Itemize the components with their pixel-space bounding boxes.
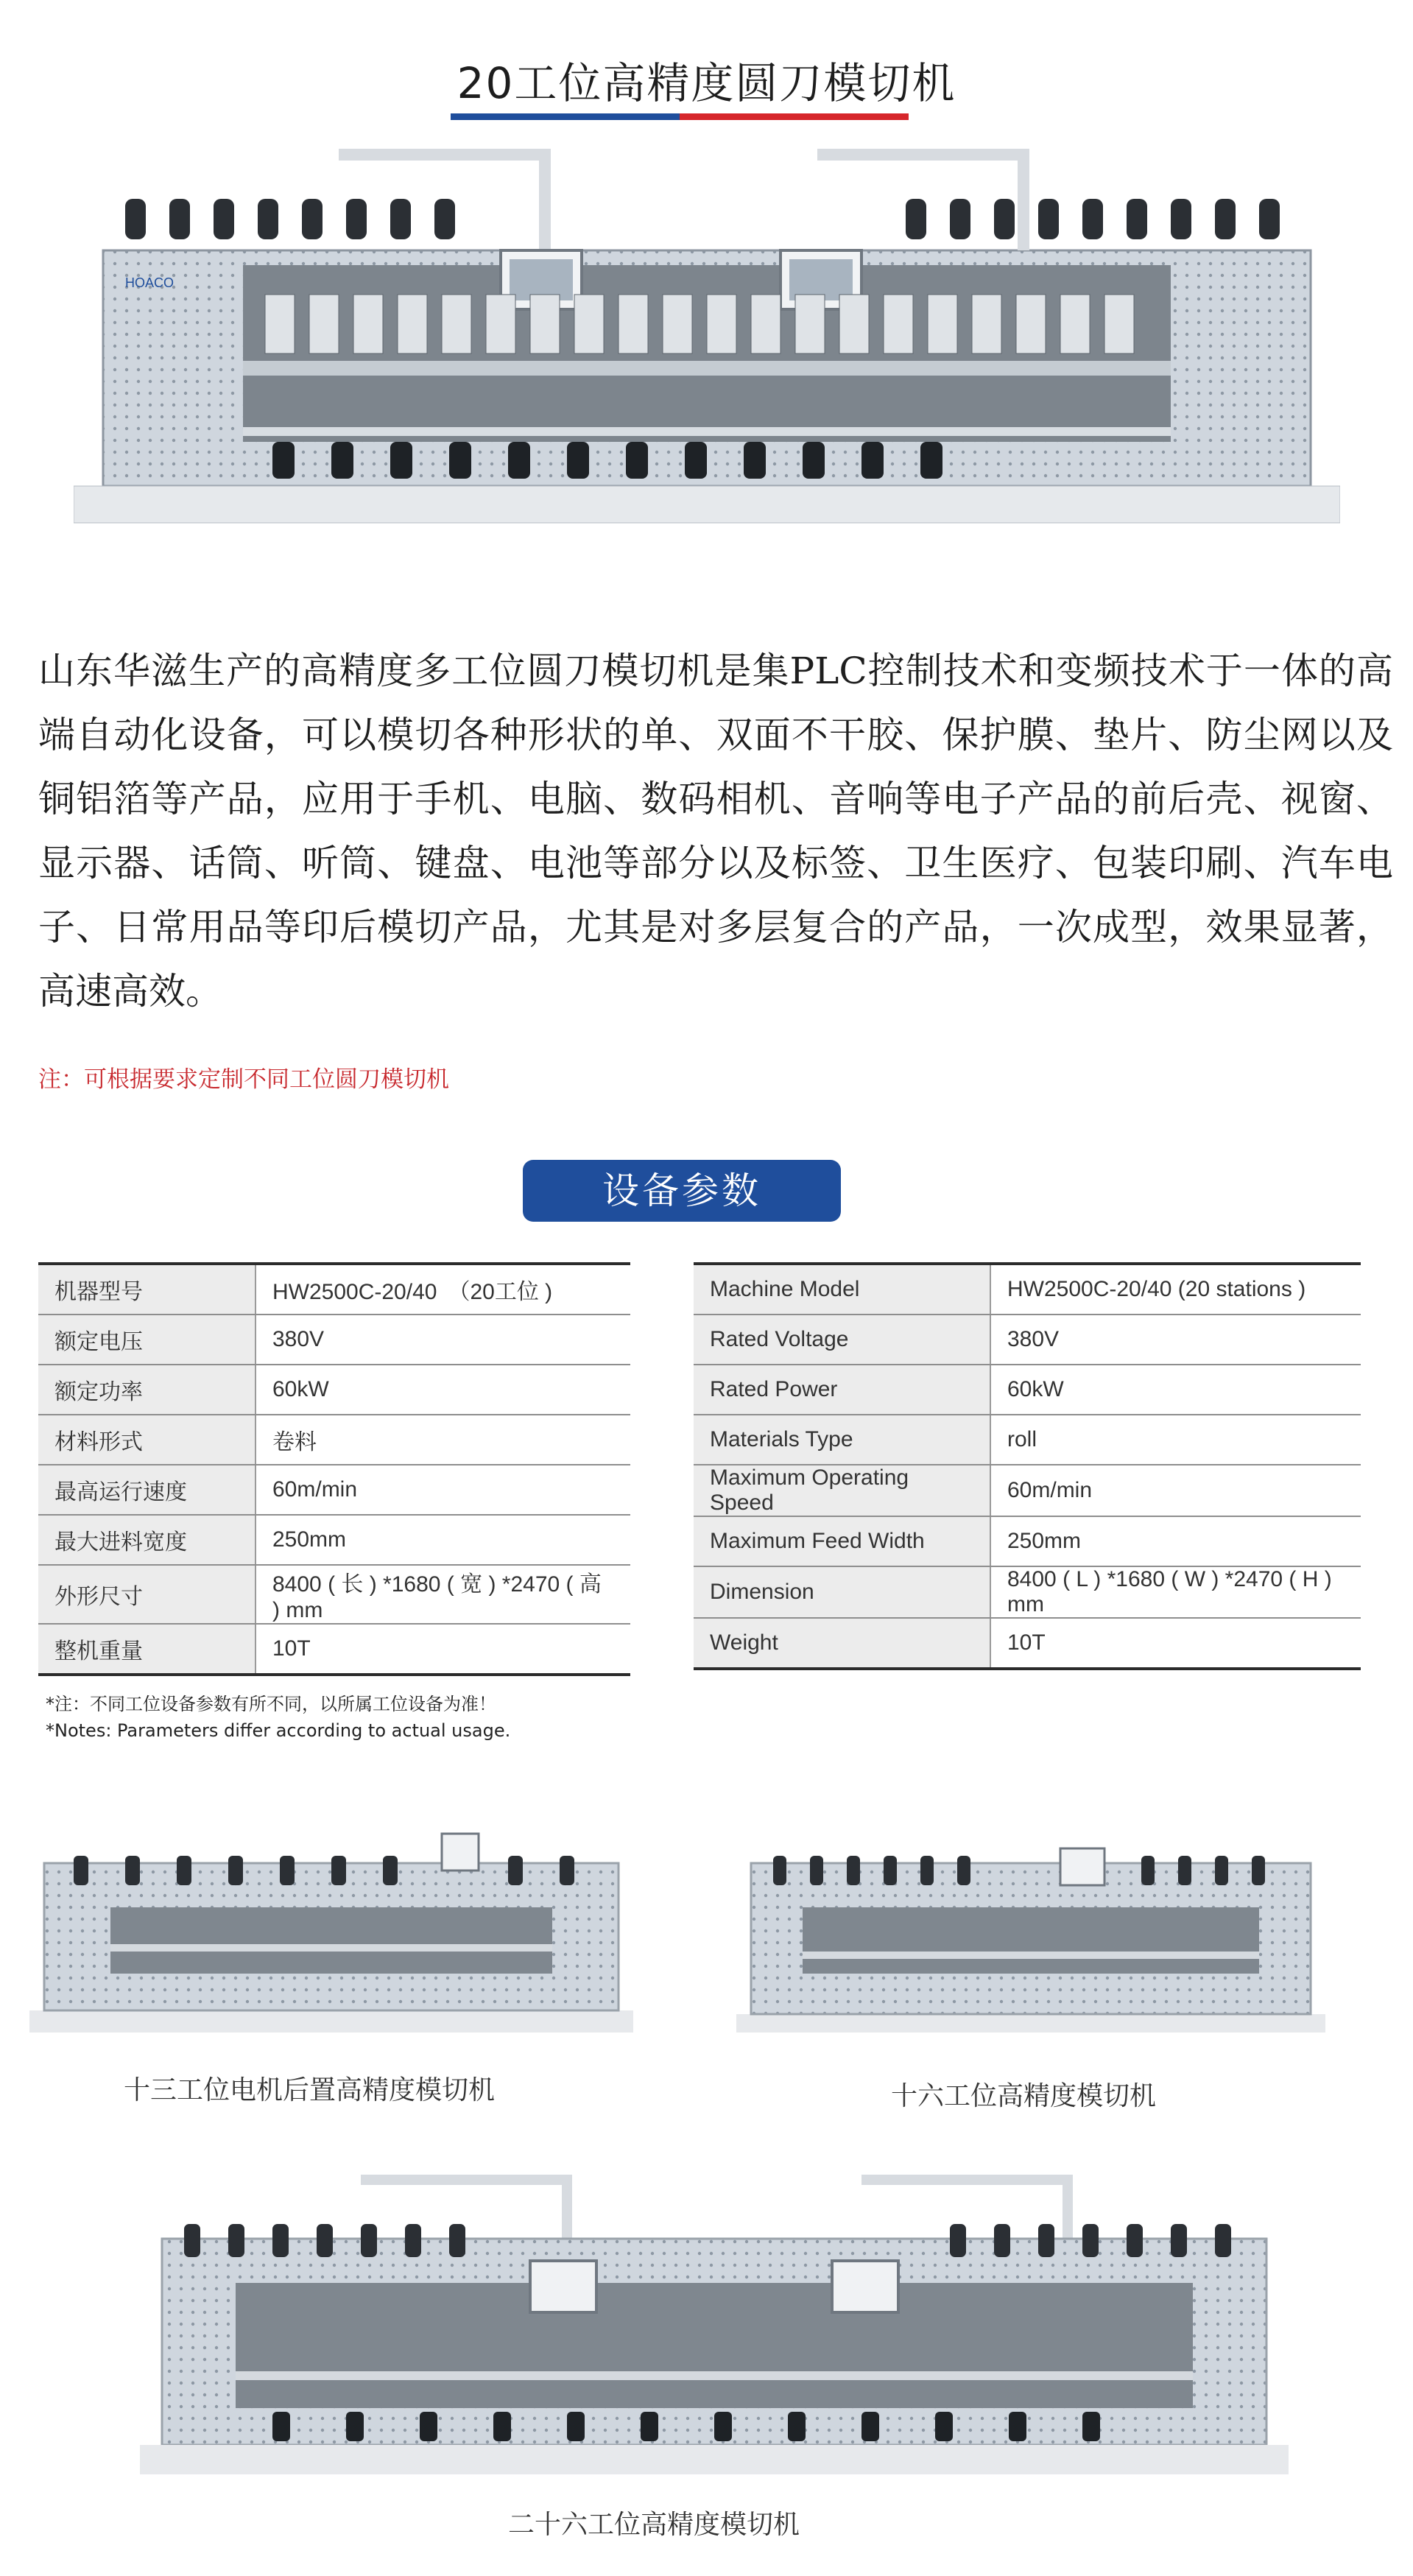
table-row: Rated Voltage 380V: [694, 1315, 1361, 1365]
page-title: 20工位高精度圆刀模切机: [457, 58, 956, 108]
table-row: 整机重量 10T: [38, 1624, 630, 1675]
custom-note: 注：可根据要求定制不同工位圆刀模切机: [38, 1066, 449, 1093]
spec-table-cn: [38, 1262, 630, 1676]
table-row: 额定功率 60kW: [38, 1365, 630, 1415]
table-row: Weight 10T: [694, 1618, 1361, 1669]
gallery-caption-13: 十三工位电机后置高精度模切机: [124, 2075, 496, 2105]
machine-illustration: [74, 140, 1340, 538]
gallery-image-13-station: [29, 1819, 633, 2040]
table-row: Materials Type roll: [694, 1415, 1361, 1465]
gallery-image-16-station: [736, 1819, 1325, 2040]
section-badge: 设备参数: [523, 1160, 841, 1222]
spec-table-en: [694, 1262, 1361, 1670]
title-underline: [451, 113, 909, 120]
table-row: 额定电压 380V: [38, 1315, 630, 1365]
gallery-caption-16: 十六工位高精度模切机: [891, 2081, 1157, 2111]
footnote-en: *Notes: Parameters differ according to actual usage.: [46, 1720, 511, 1741]
table-row: Dimension 8400 ( L ) *1680 ( W ) *2470 ( H ) mm: [694, 1566, 1361, 1618]
table-row: Machine Model HW2500C-20/40 (20 stations ): [694, 1264, 1361, 1315]
table-row: 机器型号 HW2500C-20/40 （20工位 ): [38, 1264, 630, 1315]
footnote-cn: *注：不同工位设备参数有所不同，以所属工位设备为准！: [46, 1694, 496, 1714]
table-row: Maximum Feed Width 250mm: [694, 1516, 1361, 1566]
machine-logo: HOACO: [125, 275, 175, 290]
table-row: 最高运行速度 60m/min: [38, 1465, 630, 1515]
gallery-image-26-station: [140, 2165, 1289, 2482]
table-row: Rated Power 60kW: [694, 1365, 1361, 1415]
gallery-caption-26: 二十六工位高精度模切机: [508, 2510, 800, 2540]
table-row: 外形尺寸 8400 ( 长 ) *1680 ( 宽 ) *2470 ( 高 ) mm: [38, 1565, 630, 1624]
table-row: 最大进料宽度 250mm: [38, 1515, 630, 1565]
table-row: Maximum Operating Speed 60m/min: [694, 1465, 1361, 1516]
description-paragraph: 山东华滋生产的高精度多工位圆刀模切机是集PLC控制技术和变频技术于一体的高端自动化设备，可以模切各种形状的单、双面不干胶、保护膜、垫片、防尘网以及铜铝箔等产品，应用于手机、电脑、数码相机、音响等电子产品的前后壳、视窗、显示器、话筒、听筒、键盘、电池等部分以及标签、卫生医疗、包装印刷、汽车电子、日常用品等印后模切产品，尤其是对多层复合的产品，一次成型，效果显著，高速高效。: [38, 650, 1393, 1013]
main-machine-image: [74, 140, 1340, 538]
table-row: 材料形式 卷料: [38, 1415, 630, 1465]
